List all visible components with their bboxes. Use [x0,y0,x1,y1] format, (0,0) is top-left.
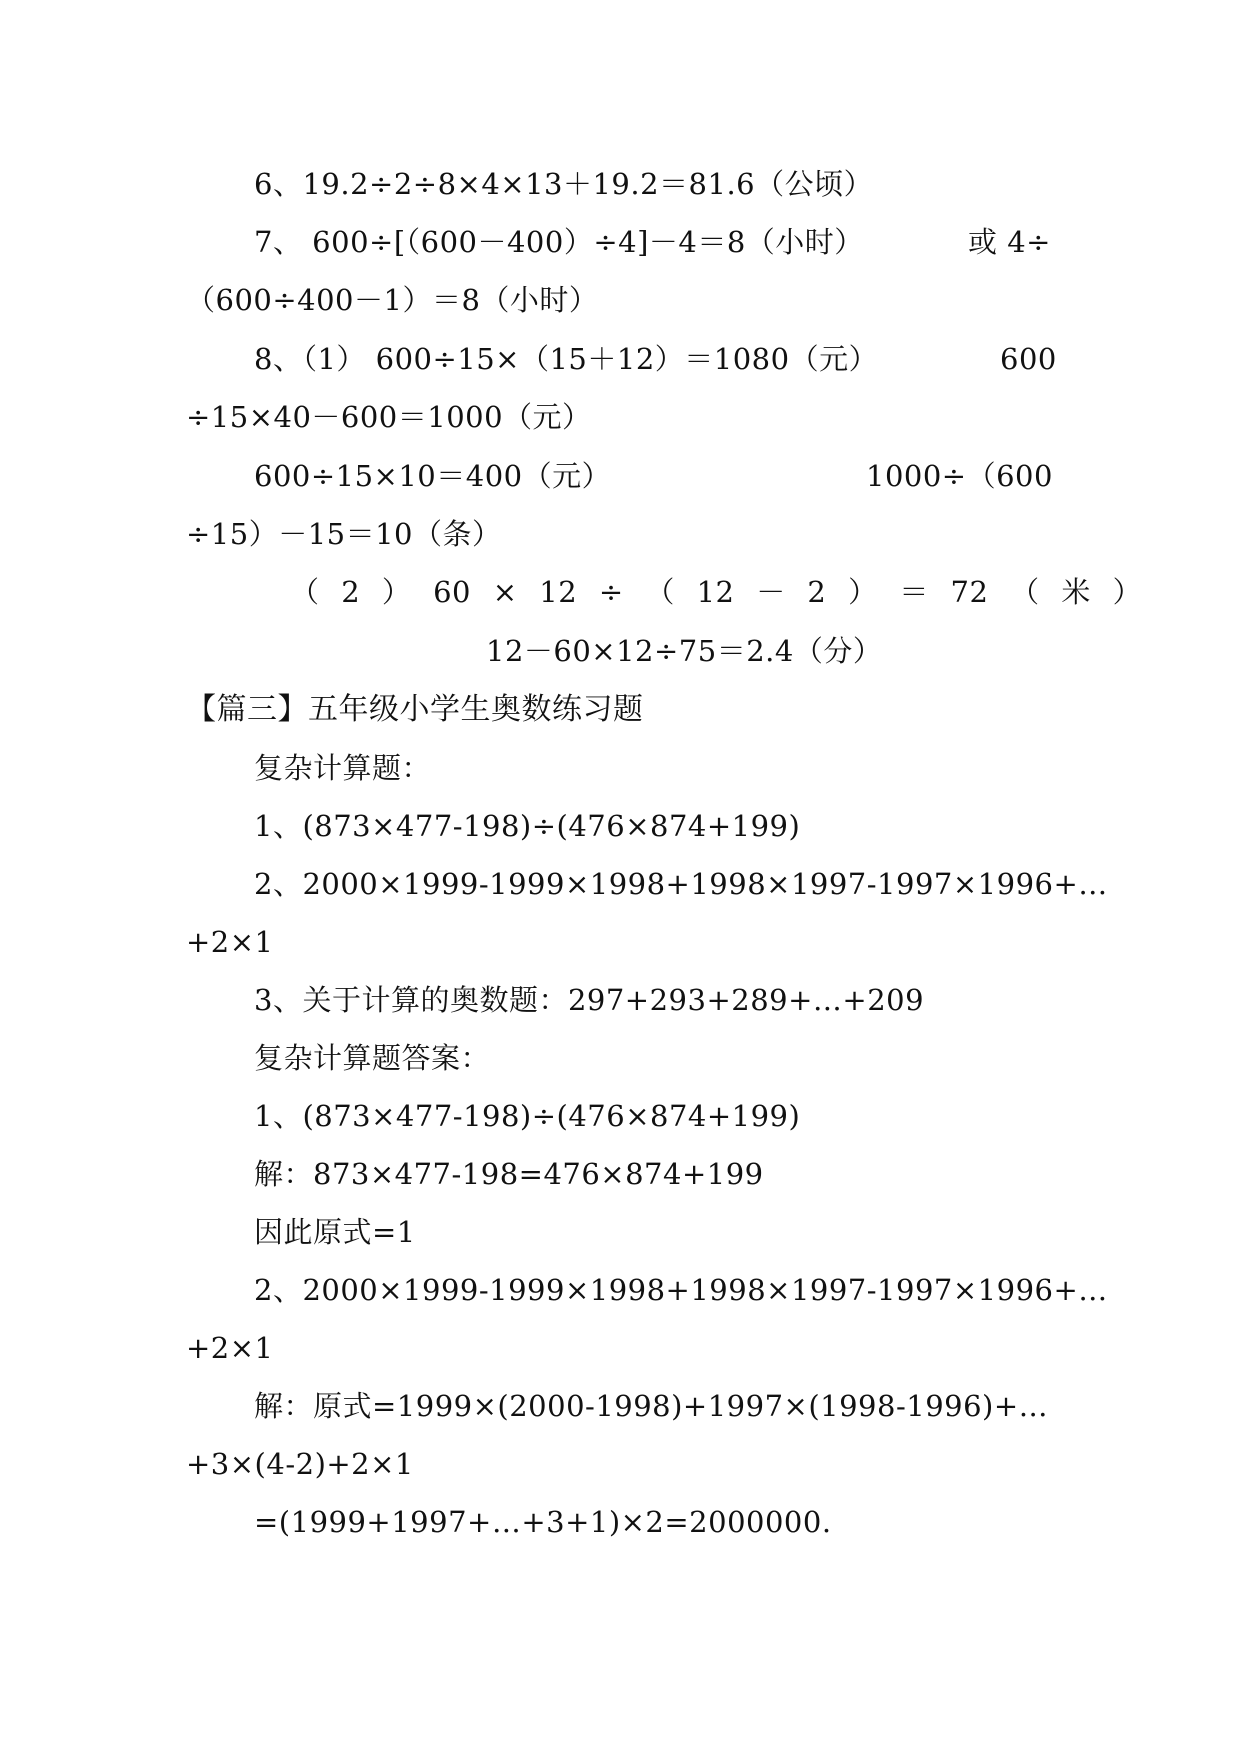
solution-2-problem-cont: +2×1 [186,1331,274,1365]
problem-1: 1、(873×477-198)÷(476×874+199) [254,809,801,843]
subheading-problems: 复杂计算题： [254,751,432,785]
problem-2: 2、2000×1999-1999×1998+1998×1997-1997×1996+… [254,867,1108,901]
answer-line-8-1: 8、（1） 600÷15×（15＋12）＝1080（元） [254,342,879,376]
solution-2-step: 解：原式=1999×(2000-1998)+1997×(1998-1996)+… [254,1389,1049,1423]
answer-line-8-2-cont: 12－60×12÷75＝2.4（分） [486,634,883,668]
section-heading: 【篇三】五年级小学生奥数练习题 [186,692,644,727]
solution-1-step: 解：873×477-198=476×874+199 [254,1157,764,1191]
answer-line-7-cont: （600÷400－1）＝8（小时） [186,283,599,317]
solution-2-problem: 2、2000×1999-1999×1998+1998×1997-1997×1996+… [254,1273,1108,1307]
problem-3: 3、关于计算的奥数题：297+293+289+…+209 [254,983,925,1017]
answer-line-8-1-cont: ÷15×40－600＝1000（元） [186,400,592,434]
answer-line-8-1-b-cont: ÷15）－15＝10（条） [186,517,502,551]
answer-line-7-alt: 或 4÷ [968,225,1051,259]
answer-line-8-2: （ 2 ） 60 × 12 ÷ （ 12 － 2 ） ＝ 72 （ 米 ） [290,575,1143,609]
subheading-answers: 复杂计算题答案： [254,1041,491,1075]
solution-2-step-cont: +3×(4-2)+2×1 [186,1447,414,1481]
answer-line-6: 6、19.2÷2÷8×4×13＋19.2＝81.6（公顷） [254,167,874,201]
solution-1-problem: 1、(873×477-198)÷(476×874+199) [254,1099,801,1133]
problem-2-cont: +2×1 [186,925,274,959]
answer-line-8-1-right: 600 [1000,342,1057,376]
solution-2-result: =(1999+1997+…+3+1)×2=2000000. [254,1505,832,1539]
solution-1-result: 因此原式=1 [254,1215,416,1249]
answer-line-8-1-b: 600÷15×10＝400（元） [254,459,612,493]
answer-line-7: 7、 600÷[（600－400）÷4]－4＝8（小时） [254,225,864,259]
answer-line-8-1-b-right: 1000÷（600 [866,459,1053,493]
